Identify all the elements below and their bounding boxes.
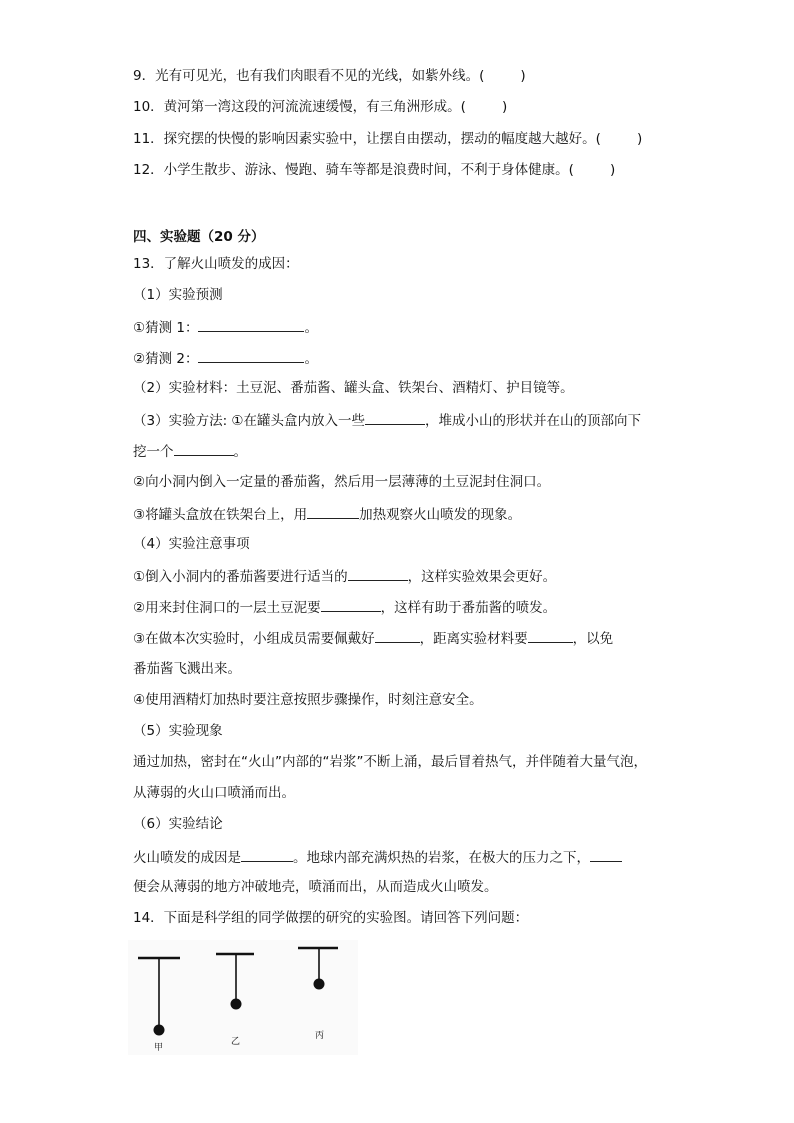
- q13-step3: ③将罐头盒放在铁架台上，用 加热观察火山喷发的现象。: [133, 504, 521, 524]
- label-jia: 甲: [154, 1043, 164, 1053]
- note-2: ②用来封住洞口的一层土豆泥要 ，这样有助于番茄酱的喷发。: [133, 597, 556, 617]
- pendulum-figure: [128, 940, 358, 1055]
- question-11: 11．探究摆的快慢的影响因素实验中，让摆自由摆动，摆动的幅度越大越好。( ): [133, 131, 643, 147]
- fill-blank[interactable]: [198, 317, 304, 332]
- observation-2: 从薄弱的火山口喷涌而出。: [133, 785, 295, 801]
- fill-blank[interactable]: [528, 628, 573, 643]
- note-3: ③在做本次实验时，小组成员需要佩戴好 ，距离实验材料要 ，以免: [133, 628, 613, 648]
- guess-2: ②猜测 2： 。: [133, 348, 318, 368]
- q13-s1: （1）实验预测: [133, 287, 223, 303]
- label-yi: 乙: [231, 1037, 241, 1047]
- note-3-cont: 番茄酱飞溅出来。: [133, 661, 241, 677]
- fill-blank[interactable]: [590, 847, 622, 862]
- section-heading: 四、实验题（20 分）: [133, 229, 265, 245]
- question-9: 9．光有可见光，也有我们肉眼看不见的光线，如紫外线。( ): [133, 68, 526, 84]
- question-12: 12．小学生散步、游泳、慢跑、骑车等都是浪费时间，不利于身体健康。( ): [133, 162, 616, 178]
- conclusion-2: 便会从薄弱的地方冲破地壳，喷涌而出，从而造成火山喷发。: [133, 879, 498, 895]
- conclusion-1: 火山喷发的成因是 。地球内部充满炽热的岩浆，在极大的压力之下，: [133, 847, 622, 867]
- fill-blank[interactable]: [348, 566, 408, 581]
- fill-blank[interactable]: [321, 597, 381, 612]
- q13-step2: ②向小洞内倒入一定量的番茄酱，然后用一层薄薄的土豆泥封住洞口。: [133, 474, 551, 490]
- q13-s2: （2）实验材料：土豆泥、番茄酱、罐头盒、铁架台、酒精灯、护目镜等。: [133, 380, 574, 396]
- fill-blank[interactable]: [198, 348, 304, 363]
- fill-blank[interactable]: [365, 410, 425, 425]
- fill-blank[interactable]: [307, 504, 359, 519]
- q13-s5: （5）实验现象: [133, 723, 223, 739]
- q13-title: 13．了解火山喷发的成因：: [133, 256, 299, 272]
- q13-s6: （6）实验结论: [133, 816, 223, 832]
- observation-1: 通过加热，密封在“火山”内部的“岩浆”不断上涌，最后冒着热气，并伴随着大量气泡，: [133, 754, 647, 770]
- q13-s4: （4）实验注意事项: [133, 536, 250, 552]
- fill-blank[interactable]: [241, 847, 293, 862]
- fill-blank[interactable]: [174, 441, 234, 456]
- guess-1: ①猜测 1： 。: [133, 317, 318, 337]
- fill-blank[interactable]: [375, 628, 420, 643]
- note-1: ①倒入小洞内的番茄酱要进行适当的 ，这样实验效果会更好。: [133, 566, 556, 586]
- q13-s3-cont: 挖一个 。: [133, 441, 247, 461]
- label-bing: 丙: [315, 1031, 325, 1041]
- q13-s3: （3）实验方法: ①在罐头盒内放入一些 ，堆成小山的形状并在山的顶部向下: [133, 410, 641, 430]
- note-4: ④使用酒精灯加热时要注意按照步骤操作，时刻注意安全。: [133, 692, 483, 708]
- question-10: 10．黄河第一湾这段的河流流速缓慢，有三角洲形成。( ): [133, 99, 508, 115]
- q14-title: 14．下面是科学组的同学做摆的研究的实验图。请回答下列问题：: [133, 910, 529, 926]
